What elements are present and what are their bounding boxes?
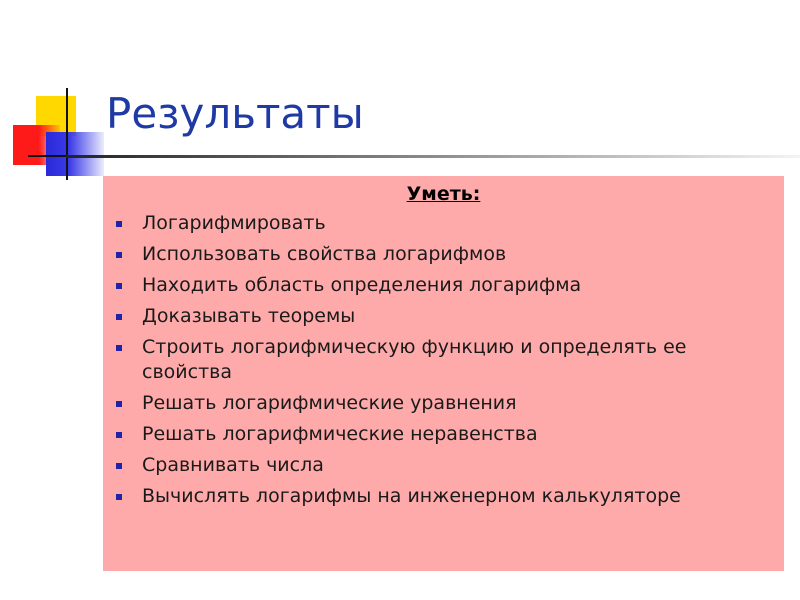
list-item-text: Использовать свойства логарифмов (142, 243, 507, 265)
list-item (103, 453, 777, 478)
list-item-text: Сравнивать числа (142, 454, 324, 476)
square-bullet-icon (116, 345, 122, 351)
list-item-text: Логарифмировать (142, 212, 326, 234)
square-bullet-icon (116, 221, 122, 227)
list-item-text: Вычислять логарифмы на инженерном калькуляторе (142, 485, 681, 507)
list-item (103, 484, 777, 509)
list-item (103, 335, 777, 385)
skills-list (103, 211, 777, 515)
title-underline-rule (66, 155, 800, 158)
section-heading: Уметь: (406, 183, 481, 205)
logo-blue-square (46, 132, 104, 176)
list-item (103, 422, 777, 447)
list-item (103, 211, 777, 236)
logo-vertical-line (66, 88, 68, 180)
square-bullet-icon (116, 494, 122, 500)
list-item (103, 304, 777, 329)
colored-squares-logo (0, 0, 120, 190)
list-item-text: Решать логарифмические уравнения (142, 392, 517, 414)
square-bullet-icon (116, 283, 122, 289)
list-item-text: Доказывать теоремы (142, 305, 356, 327)
content-box (103, 176, 784, 571)
list-item-text: Находить область определения логарифма (142, 274, 582, 296)
square-bullet-icon (116, 401, 122, 407)
list-item (103, 273, 777, 298)
square-bullet-icon (116, 432, 122, 438)
square-bullet-icon (116, 314, 122, 320)
list-item-text: Строить логарифмическую функцию и определять ее свойства (142, 336, 687, 383)
list-item (103, 242, 777, 267)
slide-title: Результаты (106, 89, 364, 138)
list-item (103, 391, 777, 416)
square-bullet-icon (116, 463, 122, 469)
list-item-text: Решать логарифмические неравенства (142, 423, 538, 445)
square-bullet-icon (116, 252, 122, 258)
